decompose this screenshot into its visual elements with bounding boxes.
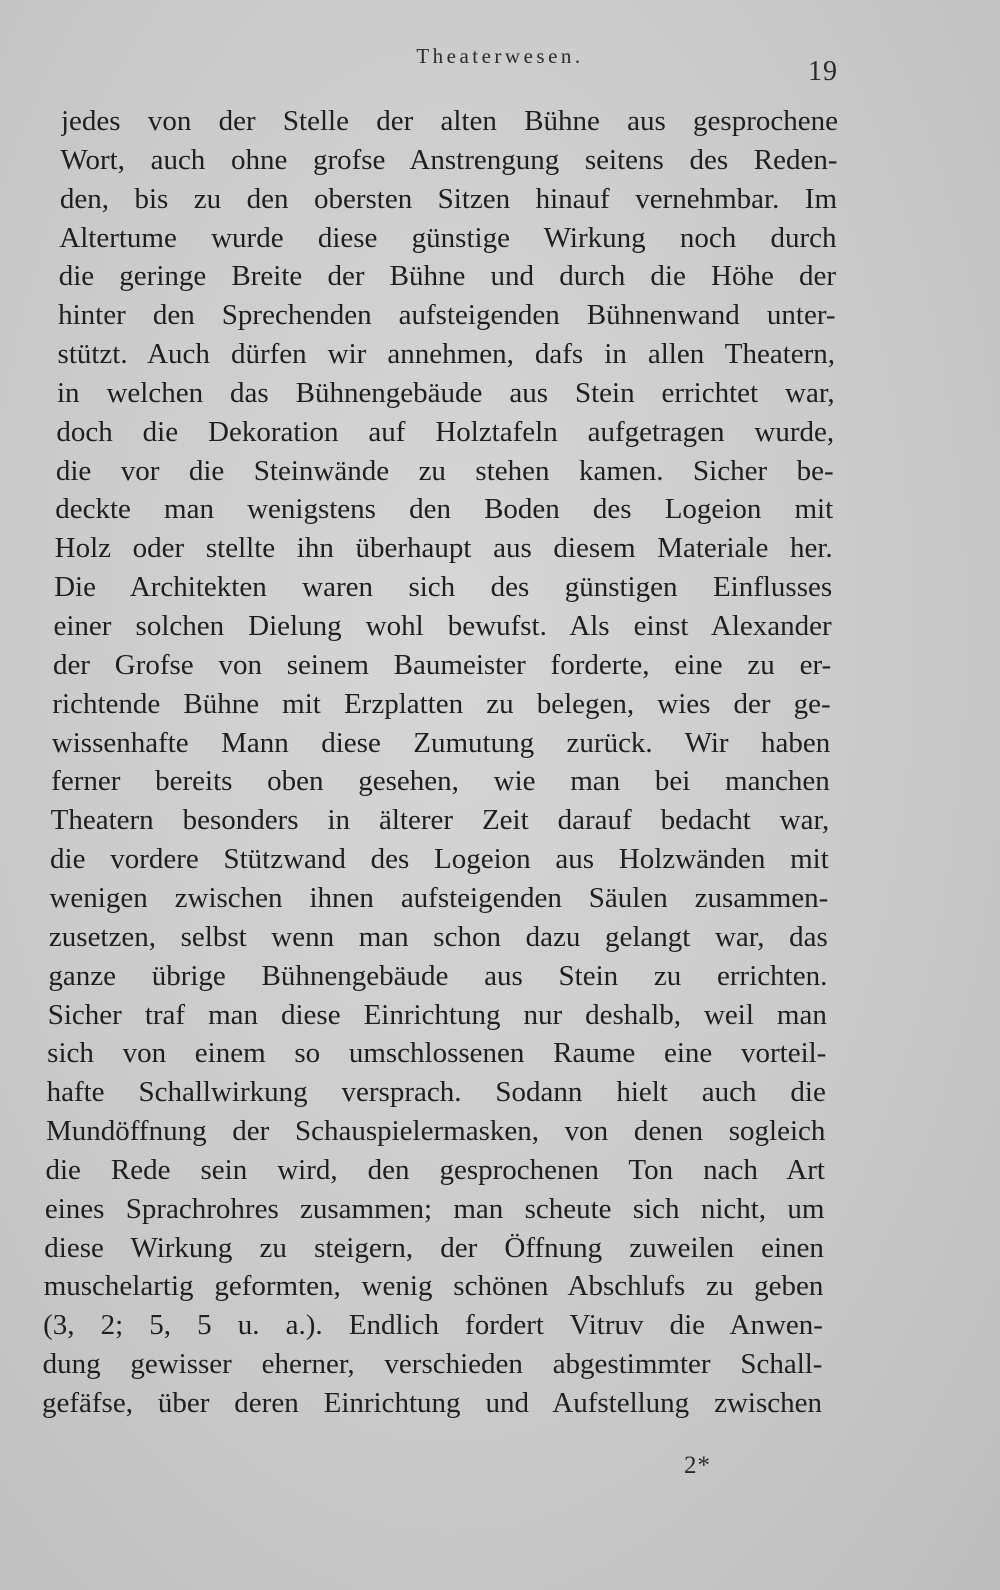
text-line: eines Sprachrohres zusammen; man scheute sich nicht, um	[44, 1192, 825, 1225]
text-line: Theatern besonders in älterer Zeit darauf bedacht war,	[50, 804, 830, 837]
text-line: gefäfse, über deren Einrichtung und Aufstellung zwischen	[42, 1387, 822, 1419]
text-line: zusetzen, selbst wenn man schon dazu gelangt war, das	[48, 920, 828, 953]
text-line: ganze übrige Bühnengebäude aus Stein zu errichten.	[48, 959, 828, 992]
text-line: Altertume wurde diese günstige Wirkung noch durch	[59, 221, 837, 254]
text-line: der Grofse von seinem Baumeister forderte, eine zu er-	[52, 648, 832, 681]
text-line: wenigen zwischen ihnen aufsteigenden Säulen zusammen-	[49, 881, 829, 914]
text-line: hinter den Sprechenden aufsteigenden Bühnenwand unter-	[58, 299, 836, 332]
text-line: doch die Dekoration auf Holztafeln aufgetragen wurde,	[56, 415, 835, 448]
text-line: richtende Bühne mit Erzplatten zu belegen, wies der ge-	[52, 687, 831, 720]
text-line: (3, 2; 5, 5 u. a.). Endlich fordert Vitruv die Anwen-	[43, 1309, 823, 1342]
text-line: wissenhafte Mann diese Zumutung zurück. Wir haben	[51, 726, 831, 759]
text-line: einer solchen Dielung wohl bewufst. Als einst Alexander	[53, 610, 832, 643]
text-line: Wort, auch ohne grofse Anstrengung seitens des Reden-	[60, 143, 838, 176]
text-line: die vordere Stützwand des Logeion aus Holzwänden mit	[50, 843, 829, 876]
text-line: in welchen das Bühnengebäude aus Stein errichtet war,	[56, 376, 835, 409]
text-line: Holz oder stellte ihn überhaupt aus diesem Materiale her.	[54, 532, 833, 565]
text-line: dung gewisser eherner, verschieden abgestimmter Schall-	[42, 1348, 823, 1381]
signature-mark: 2*	[684, 1452, 711, 1479]
text-line: Mundöffnung der Schauspielermasken, von denen sogleich	[46, 1115, 826, 1148]
text-line: jedes von der Stelle der alten Bühne aus gesprochene	[61, 105, 838, 137]
text-line: die vor die Steinwände zu stehen kamen. Sicher be-	[55, 454, 834, 487]
text-line: deckte man wenigstens den Boden des Logeion mit	[55, 493, 834, 526]
text-line: die geringe Breite der Bühne und durch die Höhe der	[58, 260, 837, 293]
text-line: ferner bereits oben gesehen, wie man bei manchen	[51, 765, 830, 798]
running-title: Theaterwesen.	[416, 44, 584, 68]
page-number: 19	[808, 56, 838, 87]
text-line: diese Wirkung zu steigern, der Öffnung zuweilen einen	[44, 1231, 824, 1264]
text-line: hafte Schallwirkung versprach. Sodann hielt auch die	[46, 1076, 826, 1109]
text-line: sich von einem so umschlossenen Raume eine vorteil-	[47, 1037, 827, 1070]
text-line: Sicher traf man diese Einrichtung nur deshalb, weil man	[47, 998, 827, 1031]
text-line: die Rede sein wird, den gesprochenen Ton nach Art	[45, 1153, 825, 1186]
text-line: Die Architekten waren sich des günstigen Einflusses	[54, 571, 833, 604]
text-line: stützt. Auch dürfen wir annehmen, dafs in allen Theatern,	[57, 338, 836, 371]
text-line: den, bis zu den obersten Sitzen hinauf vernehmbar. Im	[59, 182, 838, 215]
text-line: muschelartig geformten, wenig schönen Abschlufs zu geben	[43, 1270, 824, 1303]
